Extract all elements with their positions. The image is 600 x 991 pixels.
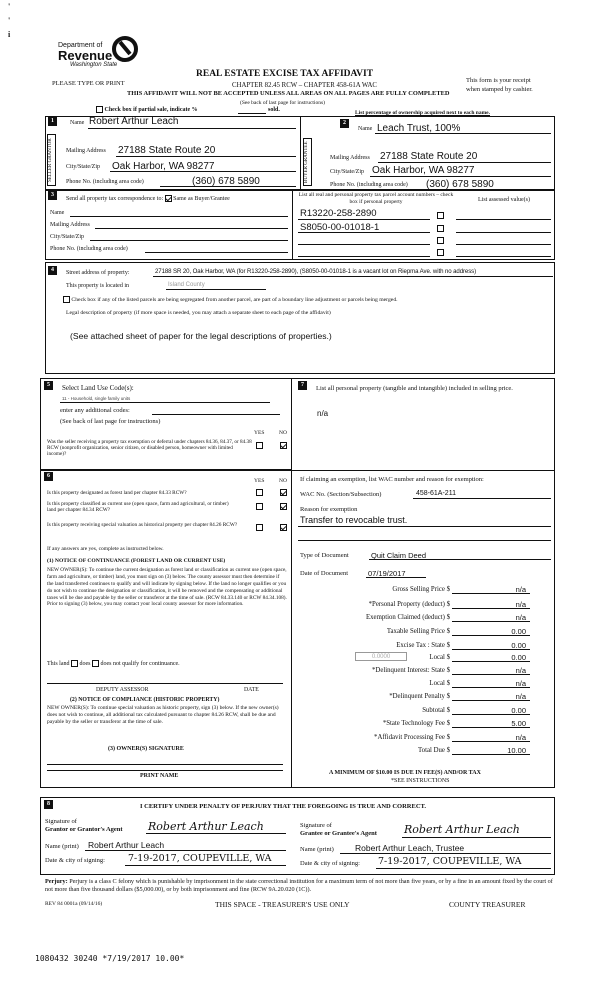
notice-of-compliance: NEW OWNER(S): To continue special valuation as historic property, sign (3) below. If the new owner(s) does not wish to continue, all additional tax calculated pursuant to chapter 84.26 RCW, shall be due and payable by the seller or transferor at the time of sale.	[47, 705, 279, 725]
does-qualify-checkbox[interactable]	[71, 660, 78, 667]
section-3-badge: 3	[48, 191, 57, 200]
county-treasurer: COUNTY TREASURER	[449, 900, 526, 909]
same-as-buyer-checkbox[interactable]	[165, 195, 172, 202]
type-note: PLEASE TYPE OR PRINT	[52, 80, 125, 87]
ownership-note: List percentage of ownership acquired next to each name.	[355, 110, 490, 116]
local-rate-field[interactable]: 0.0000	[355, 652, 407, 661]
money-label: *Personal Property (deduct) $	[368, 601, 450, 608]
exemption-no-checkbox[interactable]	[280, 442, 287, 449]
warning: THIS AFFIDAVIT WILL NOT BE ACCEPTED UNLESS ALL AREAS ON ALL PAGES ARE FULLY COMPLETED	[127, 90, 450, 97]
section-5-badge: 5	[44, 381, 53, 390]
does-not-qualify-checkbox[interactable]	[92, 660, 99, 667]
money-label: *Affidavit Processing Fee $	[374, 734, 450, 741]
section-2-badge: 2	[340, 119, 349, 128]
grantee-signature[interactable]: Robert Arthur Leach	[404, 823, 520, 836]
affidavit-page: ' ' i Department of Revenue Washington State PLEASE TYPE OR PRINT REAL ESTATE EXCISE TAX AFFIDAVIT CHAPTER 82.45 RCW – CHAPTER 458-61A WAC THIS AFFIDAVIT WILL NOT BE ACCEPTED UNLESS ALL AREAS ON ALL PAGES ARE FULLY COMPLETED This form is your receipt when stamped by cashier. (See back of last page for instructions) Check box if partial sale, indicate % sold. List percentage of ownership acquired next to each name. 1 2 SELLER GRANTOR BUYER GRANTEE Name Robert Arthur Leach Mailing Address 27188 State Route 20 City/State/Zip Oak Harbor, WA 98277 Phone No. (including area code) (360) 678 5890 Name Leach Trust, 100% Mailing Address 27188 State Route 20 City/State/Zip Oak Harbor, WA 98277 Phone No. (including area code) (360) 678 5890 3 Send all property tax correspondence to: Same as Buyer/Grantee Name Mailing Address City/State/Zip Phone No. (including area code) List all real and personal property tax parcel account numbers – check box if personal property List assessed value(s) R13220-258-2890 S8050-00-01018-1 4 Street address of property: 27188 SR 20, Oak Harbor, WA (for R13220-258-2890), (S8050-00-01018-1 is a vacant lot on Riepma Ave. with no address) This property is located in Island County Check box if any of the listed parcels are being segregated from another parcel, are part of a boundary line adjustment or parcels being merged. Legal description of property (if more space is needed, you may attach a separate sheet to each page of the affidavit) (See attached sheet of paper for the legal descriptions of properties.) 5 Select Land Use Code(s): 11 - Household, single family units enter any additional codes: (See back of last page for instructions) YES NO Was the seller receiving a property tax exemption or deferral under chapters 84.36, 84.37, or 84.38 RCW (nonprofit organization, senior citizen, or disabled person, homeowner with limited income)? 6 YES NO Is this property designated as forest land per chapter 84.33 RCW? Is this property classified as current use (open space, farm and agricultural, or timber) land per chapter 84.34 RCW? Is this property receiving special valuation as historical property per chapter 84.26 RCW? If any answers are yes, complete as instructed below. (1) NOTICE OF CONTINUANCE (FOREST LAND OR CURRENT USE) NEW OWNER(S): To continue the current designation as forest land or classification as current use (open space, farm and agriculture, or timber) land, you must sign on (3) below. The county assessor must then determine if the land transferred continues to qualify and will indicate by signing below. If the land no longer qualifies or you do not wish to continue the designation or classification, it will be removed and the compensating or additional taxes will be due and payable by the seller or transferor at the time of sale. (RCW 84.33.140 or RCW 84.34.108). Prior to signing (3) below, you may contact your local county assessor for more information. This land does does not qualify for continuance. DEPUTY ASSESSOR DATE (2) NOTICE OF COMPLIANCE (HISTORIC PROPERTY) NEW OWNER(S): To continue special valuation as historic property, sign (3) below. If the new owner(s) does not wish to continue, all additional tax calculated pursuant to chapter 84.26 RCW, shall be due and payable by the seller or transferor at the time of sale. (3) OWNER(S) SIGNATURE PRINT NAME 7 List all personal property (tangible and intangible) included in selling price. n/a If claiming an exemption, list WAC number and reason for exemption: WAC No. (Section/Subsection) 458-61A-211 Reason for exemption Transfer to revocable trust. Type of Document Quit Claim Deed Date of Document 07/19/2017 Gross Selling Price $ n/a *Personal Property (deduct) $ n/a Exemption Claimed (deduct) $ n/a Taxable Selling Price $ 0.00 Excise Tax : State $ 0.00 Local $ 0.00 *Delinquent Interest: State $ n/a Local $ n/a *Delinquent Penalty $ n/a Subtotal $ 0.00 *State Technology Fee $ 5.00 *Affidavit Processing Fee $ n/a Total Due $ 10.00 0.0000 A MINIMUM OF $10.00 IS DUE IN FEE(S) AND/OR TAX *SEE INSTRUCTIONS 8 I CERTIFY UNDER PENALTY OF PERJURY THAT THE FOREGOING IS TRUE AND CORRECT. Signature of Grantor or Grantor's Agent Robert Arthur Leach Name (print) Robert Arthur Leach Date & city of signing: 7-19-2017, COUPEVILLE, WA Signature of Grantee or Grantee's Agent Robert Arthur Leach Name (print) Robert Arthur Leach, Trustee Date & city of signing: 7-19-2017, COUPEVILLE, WA Perjury: Perjury is a class C felony which is punishable by imprisonment in the state correctional institution for a maximum term of not more than five years, or by a fine in an amount fixed by the court of not more than five thousand dollars ($5,000.00), or by both imprisonment and fine (RCW 9A.20.020 (1C)). REV 84 0001a (09/14/16) THIS SPACE - TREASURER'S USE ONLY COUNTY TREASURER 1080432 30240 *7/19/2017 10.00*	[0, 0, 600, 991]
legal-description-label: Legal description of property (if more space is needed, you may attach a separate sheet to each page of the affidavit)	[66, 310, 331, 316]
money-value[interactable]: 0.00	[511, 641, 526, 650]
margin-mark: '	[8, 16, 11, 25]
money-label: *Delinquent Interest: State $	[372, 667, 450, 674]
grantor-mailing-address[interactable]: 27188 State Route 20	[118, 145, 216, 156]
money-value[interactable]: n/a	[515, 585, 526, 594]
exemption-reason[interactable]: Transfer to revocable trust.	[300, 515, 408, 525]
money-label: Taxable Selling Price $	[386, 628, 450, 635]
document-date[interactable]: 07/19/2017	[368, 569, 406, 578]
certify-statement: I CERTIFY UNDER PENALTY OF PERJURY THAT THE FOREGOING IS TRUE AND CORRECT.	[140, 803, 427, 810]
grantor-signature[interactable]: Robert Arthur Leach	[148, 820, 264, 833]
form-revision: REV 84 0001a (09/14/16)	[45, 901, 103, 907]
money-label: Gross Selling Price $	[392, 586, 450, 593]
money-value[interactable]: n/a	[515, 666, 526, 675]
property-section	[45, 262, 555, 374]
parcel-number[interactable]: S8050-00-01018-1	[300, 222, 380, 233]
parcel-header: List all real and personal property tax parcel account numbers – check box if personal property	[298, 192, 454, 205]
personal-property-value[interactable]: n/a	[317, 409, 329, 418]
see-back: (See back of last page for instructions)	[240, 100, 325, 106]
land-use-code[interactable]: 11 - Household, single family units	[62, 396, 131, 401]
receipt-stamp: 1080432 30240 *7/19/2017 10.00*	[35, 954, 185, 963]
money-label: *Delinquent Penalty $	[389, 693, 450, 700]
money-value[interactable]: n/a	[515, 613, 526, 622]
section-6-badge: 6	[44, 472, 53, 481]
chapter-ref: CHAPTER 82.45 RCW – CHAPTER 458-61A WAC	[232, 82, 377, 89]
money-value[interactable]: 0.00	[511, 706, 526, 715]
historic-yes-checkbox[interactable]	[256, 524, 263, 531]
money-label: Exemption Claimed (deduct) $	[366, 614, 450, 621]
segregated-checkbox[interactable]	[63, 296, 70, 303]
grantee-printed-name[interactable]: Robert Arthur Leach, Trustee	[355, 843, 465, 853]
money-label: Total Due $	[418, 747, 450, 754]
grantee-phone[interactable]: (360) 678 5890	[426, 179, 494, 190]
margin-mark: '	[8, 2, 11, 11]
margin-mark: i	[8, 30, 11, 39]
personal-property-checkbox[interactable]	[437, 237, 444, 244]
section-1-badge: 1	[48, 117, 57, 126]
exemption-question: Was the seller receiving a property tax exemption or deferral under chapters 84.36, 84.37, or 84.38 RCW (nonprofit organization, senior citizen, or disabled person, homeowner with limited income)?	[47, 439, 252, 458]
exemption-yes-checkbox[interactable]	[256, 442, 263, 449]
personal-property-checkbox[interactable]	[437, 212, 444, 219]
grantor-name[interactable]: Robert Arthur Leach	[89, 116, 179, 127]
buyer-grantee-tab: BUYER GRANTEE	[303, 138, 312, 186]
money-value[interactable]: n/a	[515, 692, 526, 701]
document-type[interactable]: Quit Claim Deed	[371, 551, 427, 560]
parcel-number[interactable]: R13220-258-2890	[300, 208, 377, 219]
section-4-badge: 4	[48, 266, 57, 275]
historic-no-checkbox[interactable]	[280, 524, 287, 531]
money-value[interactable]: 0.00	[511, 627, 526, 636]
forest-no-checkbox[interactable]	[280, 489, 287, 496]
grantee-date-city[interactable]: 7-19-2017, COUPEVILLE, WA	[378, 856, 522, 867]
current-use-no-checkbox[interactable]	[280, 503, 287, 510]
form-title: REAL ESTATE EXCISE TAX AFFIDAVIT	[196, 69, 374, 79]
minimum-due-note: A MINIMUM OF $10.00 IS DUE IN FEE(S) AND/OR TAX	[329, 770, 481, 776]
money-value[interactable]: n/a	[515, 733, 526, 742]
legal-description[interactable]: (See attached sheet of paper for the legal descriptions of properties.)	[70, 331, 332, 341]
forest-yes-checkbox[interactable]	[256, 489, 263, 496]
money-value[interactable]: 0.00	[511, 653, 526, 662]
grantor-date-city[interactable]: 7-19-2017, COUPEVILLE, WA	[128, 853, 272, 864]
grantor-city[interactable]: Oak Harbor, WA 98277	[112, 161, 215, 172]
treasurer-use: THIS SPACE - TREASURER'S USE ONLY	[215, 900, 350, 909]
section-8-badge: 8	[44, 800, 53, 809]
receipt-note: when stamped by cashier.	[466, 86, 533, 93]
current-use-yes-checkbox[interactable]	[256, 503, 263, 510]
forest-land-section	[40, 470, 292, 788]
dor-logo-icon	[112, 36, 138, 62]
money-label: *State Technology Fee $	[382, 720, 450, 727]
money-label: Subtotal $	[422, 707, 450, 714]
money-value[interactable]: n/a	[515, 600, 526, 609]
grantee-mailing-address[interactable]: 27188 State Route 20	[380, 151, 478, 162]
money-value[interactable]: n/a	[515, 679, 526, 688]
assessed-header: List assessed value(s)	[478, 197, 530, 203]
money-label: Excise Tax : State $	[396, 642, 450, 649]
money-value[interactable]: 5.00	[511, 719, 526, 728]
notice-of-continuance: NEW OWNER(S): To continue the current designation as forest land or classification as current use (open space, farm and agriculture, or timber) land, you must sign on (3) below. The county assessor must then determine if the land transferred continues to qualify and will indicate by signing below. If the land no longer qualifies or you do not wish to continue the designation or classification, it will be removed and the compensating or additional taxes will be due and payable by the seller or transferor at the time of sale. (RCW 84.33.140 or RCW 84.34.108). Prior to signing (3) below, you may contact your local county assessor for more information.	[47, 567, 287, 608]
county-field[interactable]: Island County	[168, 282, 205, 288]
money-label: Local $	[429, 654, 450, 661]
partial-sale-checkbox[interactable]	[96, 106, 103, 113]
grantee-name[interactable]: Leach Trust, 100%	[377, 123, 461, 134]
receipt-note: This form is your receipt	[466, 77, 531, 84]
money-value[interactable]: 10.00	[507, 746, 526, 755]
grantor-phone[interactable]: (360) 678 5890	[192, 176, 260, 187]
grantee-city[interactable]: Oak Harbor, WA 98277	[372, 165, 475, 176]
perjury-notice: Perjury: Perjury is a class C felony which is punishable by imprisonment in the state correctional institution for a maximum term of not more than five years, or by a fine in an amount fixed by the court of not more than five thousand dollars ($5,000.00), or by both imprisonment and fine (RCW 9A.20.020 (1C)).	[45, 878, 553, 894]
seller-grantor-tab: SELLER GRANTOR	[47, 134, 56, 186]
property-street-address[interactable]: 27188 SR 20, Oak Harbor, WA (for R13220-258-2890), (S8050-00-01018-1 is a vacant lot on Riepma Ave. with no address)	[155, 268, 477, 275]
personal-property-checkbox[interactable]	[437, 225, 444, 232]
section-7-badge: 7	[298, 381, 307, 390]
wac-number[interactable]: 458-61A-211	[416, 490, 456, 497]
money-label: Local $	[429, 680, 450, 687]
dor-logo: Department of Revenue Washington State	[58, 42, 118, 69]
grantor-printed-name[interactable]: Robert Arthur Leach	[88, 840, 165, 850]
personal-property-checkbox[interactable]	[437, 249, 444, 256]
partial-sale: Check box if partial sale, indicate %	[96, 106, 198, 114]
